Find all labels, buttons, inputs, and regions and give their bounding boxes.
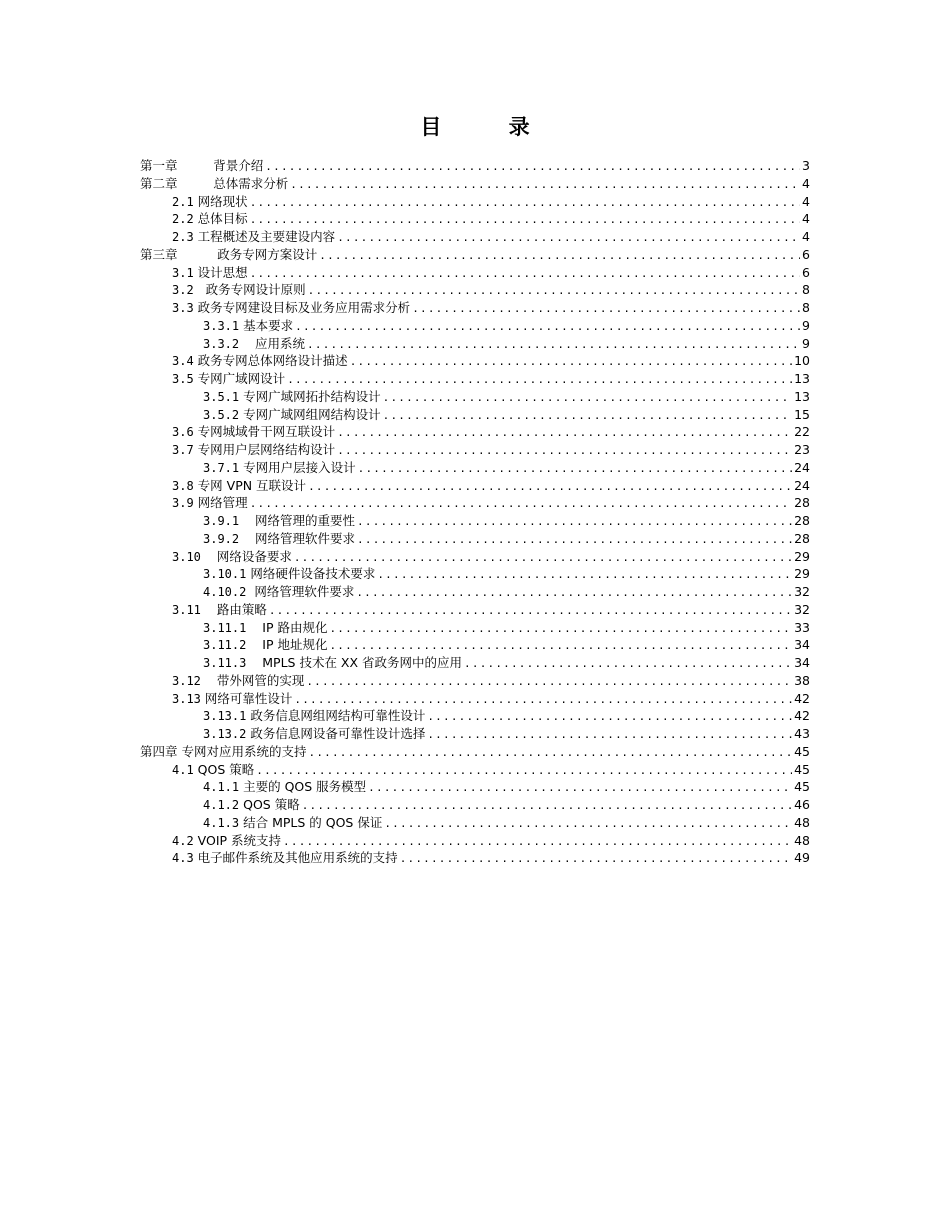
toc-dot-leader (357, 513, 792, 531)
toc-entry-title: 主要的 QOS 服务模型 (243, 779, 367, 795)
toc-entry-gap (178, 246, 218, 264)
table-of-contents (140, 157, 810, 867)
toc-entry-number: 3.5.1 (203, 389, 240, 404)
toc-entry-number: 2.1 (172, 194, 194, 209)
toc-page-number: 42 (794, 708, 810, 724)
toc-entry-title: 专网广域网组网结构设计 (243, 406, 381, 422)
toc-entry-title: 工程概述及主要建设内容 (197, 229, 336, 244)
toc-entry-number: 3.12 (172, 673, 201, 688)
toc-page-number: 3 (802, 158, 810, 173)
toc-page-number: 8 (802, 282, 810, 298)
toc-dot-leader (290, 176, 800, 194)
toc-entry[interactable] (140, 512, 810, 530)
toc-entry-title: 基本要求 (243, 317, 294, 333)
toc-page-number: 45 (794, 743, 810, 759)
toc-entry-title: 应用系统 (255, 335, 306, 351)
toc-page-number: 4 (802, 211, 810, 227)
toc-page-number: 4 (802, 193, 810, 209)
toc-page-number: 10 (794, 353, 810, 369)
toc-entry[interactable] (140, 193, 810, 211)
toc-entry-title: 专网用户层接入设计 (243, 459, 356, 475)
toc-entry[interactable] (140, 281, 810, 299)
toc-page-number: 15 (794, 406, 810, 422)
toc-dot-leader (329, 620, 792, 638)
toc-dot-leader (295, 318, 800, 336)
toc-page-number: 8 (802, 300, 810, 315)
toc-entry-gap (201, 672, 217, 690)
toc-page-number: 9 (802, 335, 810, 351)
toc-page-number: 32 (794, 601, 810, 617)
toc-page-number: 23 (794, 442, 810, 457)
toc-entry[interactable] (140, 157, 810, 175)
toc-entry[interactable] (140, 299, 810, 317)
toc-entry-gap (246, 636, 262, 654)
toc-dot-leader (283, 833, 792, 851)
toc-page-number: 29 (794, 566, 810, 582)
toc-entry-number: 3.7.1 (203, 460, 240, 475)
toc-entry-number: 2.3 (172, 230, 194, 244)
toc-entry-number: 3.10 (172, 549, 201, 564)
toc-entry-number: 4.10.2 (203, 585, 247, 599)
toc-dot-leader (427, 726, 792, 744)
toc-entry-number: 3.8 (172, 478, 194, 493)
toc-page-number: 28 (794, 495, 810, 511)
toc-dot-leader (377, 566, 792, 584)
toc-page-number: 42 (794, 690, 810, 706)
toc-dot-leader (383, 389, 792, 407)
toc-entry-number: 3.3.2 (203, 336, 240, 351)
toc-entry-gap (239, 335, 255, 353)
toc-entry[interactable] (140, 849, 810, 867)
toc-page-number: 6 (802, 264, 810, 280)
toc-dot-leader (368, 779, 792, 797)
toc-dot-leader (250, 194, 800, 212)
toc-entry-number: 3.3 (172, 301, 194, 315)
toc-entry[interactable] (140, 672, 810, 690)
toc-entry-number: 4.1 (172, 762, 194, 777)
toc-dot-leader (358, 460, 792, 478)
toc-entry-number: 3.1 (172, 265, 194, 280)
toc-dot-leader (337, 442, 792, 460)
page-title: 目 录 (420, 115, 560, 139)
toc-dot-leader (306, 673, 792, 691)
toc-entry-number: 第一章 (140, 158, 178, 173)
toc-page-number: 45 (794, 779, 810, 795)
toc-entry[interactable] (140, 636, 810, 654)
toc-entry[interactable] (140, 583, 810, 601)
toc-entry-title: 网络现状 (197, 193, 248, 209)
toc-entry-gap (246, 583, 254, 601)
toc-entry-number: 3.9.1 (203, 514, 240, 528)
toc-entry-number: 3.10.1 (203, 567, 247, 582)
toc-entry-gap (239, 530, 255, 548)
toc-page-number: 45 (794, 761, 810, 777)
toc-page-number: 13 (794, 388, 810, 404)
toc-entry[interactable] (140, 565, 810, 583)
toc-entry-number: 4.1.3 (203, 815, 240, 830)
toc-entry-gap (194, 281, 206, 299)
toc-entry[interactable] (140, 441, 810, 459)
toc-page-number: 34 (794, 655, 810, 670)
toc-entry[interactable] (140, 335, 810, 353)
toc-entry-number: 4.1.2 (203, 798, 240, 812)
toc-dot-leader (308, 282, 800, 300)
toc-entry[interactable] (140, 477, 810, 495)
toc-entry-gap (246, 654, 262, 672)
toc-entry[interactable] (140, 423, 810, 441)
toc-page-number: 6 (802, 246, 810, 262)
toc-entry-number: 第三章 (140, 246, 178, 262)
toc-entry[interactable] (140, 690, 810, 708)
toc-entry-gap (246, 619, 262, 637)
toc-entry-title: 专网城域骨干网互联设计 (197, 424, 336, 440)
toc-page-number: 24 (794, 477, 810, 493)
toc-dot-leader (337, 229, 800, 247)
toc-entry-title: MPLS 技术在 XX 省政务网中的应用 (262, 655, 463, 670)
toc-entry-title: 政务专网方案设计 (217, 246, 318, 262)
toc-entry-number: 3.5.2 (203, 407, 240, 422)
toc-entry-number: 3.13.2 (203, 727, 247, 741)
toc-dot-leader (256, 762, 792, 780)
toc-page-number: 49 (794, 850, 810, 866)
toc-entry-title: QOS 策略 (243, 797, 300, 812)
toc-dot-leader (294, 549, 792, 567)
toc-dot-leader (383, 407, 792, 425)
toc-dot-leader (337, 424, 792, 442)
toc-entry-title: 政务信息网设备可靠性设计选择 (250, 726, 426, 741)
toc-entry[interactable] (140, 778, 810, 796)
toc-entry-gap (201, 548, 217, 566)
toc-entry[interactable] (140, 370, 810, 388)
toc-entry-number: 3.9 (172, 496, 194, 511)
toc-entry-gap (239, 512, 255, 530)
toc-dot-leader (294, 691, 792, 709)
toc-entry-title: 结合 MPLS 的 QOS 保证 (243, 814, 383, 830)
toc-entry-title: 专网 VPN 互联设计 (197, 477, 307, 493)
toc-dot-leader (356, 584, 792, 602)
toc-entry-number: 第四章 (140, 743, 178, 759)
toc-entry-title: 路由策略 (216, 601, 267, 617)
toc-entry-number: 3.11 (172, 602, 201, 617)
toc-entry-number: 3.11.1 (203, 620, 247, 635)
toc-entry-title: 网络设备要求 (216, 548, 292, 564)
toc-page-number: 28 (794, 513, 810, 528)
toc-entry[interactable] (140, 761, 810, 779)
toc-page-number: 13 (794, 371, 810, 386)
toc-entry-gap (178, 157, 214, 175)
toc-page-number: 46 (794, 797, 810, 812)
toc-page-number: 29 (794, 548, 810, 564)
toc-entry-title: 网络管理 (197, 495, 248, 511)
toc-entry-number: 3.3.1 (203, 318, 240, 333)
toc-entry-title: 背景介绍 (213, 158, 264, 173)
toc-entry-number: 2.2 (172, 212, 194, 227)
toc-entry-number: 3.5 (172, 372, 194, 386)
toc-entry-title: 网络可靠性设计 (204, 690, 293, 706)
toc-entry[interactable] (140, 619, 810, 637)
toc-entry-title: 专网对应用系统的支持 (181, 743, 307, 759)
toc-entry-title: 政务专网建设目标及业务应用需求分析 (197, 300, 411, 315)
toc-entry[interactable] (140, 796, 810, 814)
toc-page-number: 34 (794, 637, 810, 653)
toc-entry-title: 设计思想 (197, 264, 248, 280)
toc-page-number: 48 (794, 814, 810, 830)
toc-entry-number: 3.13 (172, 691, 201, 706)
toc-dot-leader (412, 300, 800, 318)
toc-page-number: 32 (794, 584, 810, 599)
toc-entry[interactable] (140, 246, 810, 264)
toc-entry[interactable] (140, 743, 810, 761)
toc-entry[interactable] (140, 210, 810, 228)
toc-entry-title: 电子邮件系统及其他应用系统的支持 (197, 850, 398, 866)
toc-entry-title: IP 地址规化 (262, 637, 328, 653)
toc-dot-leader (357, 531, 792, 549)
toc-entry[interactable] (140, 317, 810, 335)
toc-dot-leader (464, 655, 792, 673)
toc-dot-leader (302, 797, 792, 815)
toc-entry[interactable] (140, 548, 810, 566)
toc-page-number: 24 (794, 459, 810, 475)
toc-entry-number: 4.2 (172, 833, 194, 848)
toc-entry-number: 3.9.2 (203, 531, 240, 546)
toc-entry-number: 第二章 (140, 175, 178, 191)
toc-page-number: 9 (802, 317, 810, 333)
toc-entry-gap (178, 175, 214, 193)
toc-entry[interactable] (140, 832, 810, 850)
toc-entry-number: 3.11.2 (203, 638, 247, 653)
toc-entry[interactable] (140, 530, 810, 548)
toc-entry[interactable] (140, 406, 810, 424)
toc-dot-leader (250, 495, 792, 513)
toc-entry-number: 3.2 (172, 283, 194, 298)
toc-entry-number: 3.6 (172, 425, 194, 440)
toc-dot-leader (350, 353, 792, 371)
toc-dot-leader (427, 708, 792, 726)
toc-entry[interactable] (140, 459, 810, 477)
toc-entry-title: 网络硬件设备技术要求 (250, 566, 376, 582)
toc-entry-number: 3.7 (172, 443, 194, 457)
toc-page-number: 33 (794, 619, 810, 635)
toc-page-number: 4 (802, 229, 810, 244)
toc-entry-title: 总体需求分析 (213, 175, 289, 191)
toc-entry[interactable] (140, 725, 810, 743)
toc-entry-number: 4.3 (172, 851, 194, 866)
toc-dot-leader (400, 850, 792, 868)
toc-entry-title: 网络管理的重要性 (255, 513, 356, 528)
toc-dot-leader (265, 158, 800, 176)
toc-entry-title: QOS 策略 (197, 761, 255, 777)
toc-entry-title: 专网广域网设计 (197, 371, 286, 386)
toc-page-number: 38 (794, 672, 810, 688)
toc-dot-leader (250, 211, 800, 229)
toc-dot-leader (308, 478, 792, 496)
toc-entry[interactable] (140, 264, 810, 282)
toc-entry[interactable] (140, 175, 810, 193)
toc-page-number: 4 (802, 175, 810, 191)
toc-entry-title: VOIP 系统支持 (197, 832, 282, 848)
toc-entry[interactable] (140, 654, 810, 672)
toc-entry-title: 政务专网总体网络设计描述 (197, 353, 348, 369)
toc-entry-title: 网络管理软件要求 (255, 530, 356, 546)
toc-entry-title: IP 路由规化 (262, 619, 328, 635)
toc-entry-gap (201, 601, 217, 619)
toc-entry[interactable] (140, 352, 810, 370)
toc-entry-number: 3.11.3 (203, 656, 247, 670)
toc-entry-title: 网络管理软件要求 (254, 584, 355, 599)
toc-dot-leader (269, 602, 792, 620)
toc-page-number: 48 (794, 832, 810, 848)
toc-entry[interactable] (140, 388, 810, 406)
toc-entry[interactable] (140, 814, 810, 832)
toc-entry-number: 3.13.1 (203, 709, 247, 724)
toc-entry[interactable] (140, 707, 810, 725)
toc-dot-leader (307, 336, 800, 354)
toc-entry-title: 带外网管的实现 (216, 672, 305, 688)
toc-page-number: 22 (794, 424, 810, 440)
toc-entry-number: 4.1.1 (203, 780, 240, 795)
toc-entry-number: 3.4 (172, 354, 194, 369)
toc-entry-title: 专网广域网拓扑结构设计 (243, 388, 381, 404)
toc-dot-leader (250, 265, 800, 283)
toc-page-number: 43 (794, 726, 810, 741)
toc-dot-leader (329, 637, 792, 655)
toc-dot-leader (287, 371, 792, 389)
toc-entry[interactable] (140, 228, 810, 246)
toc-dot-leader (384, 815, 792, 833)
toc-entry-title: 专网用户层网络结构设计 (197, 442, 336, 457)
toc-entry-title: 政务专网设计原则 (205, 282, 306, 298)
toc-entry-title: 总体目标 (197, 211, 248, 227)
toc-entry-title: 政务信息网组网结构可靠性设计 (250, 708, 426, 724)
toc-page-number: 28 (794, 530, 810, 546)
toc-entry[interactable] (140, 494, 810, 512)
toc-dot-leader (319, 247, 800, 265)
toc-entry[interactable] (140, 601, 810, 619)
toc-dot-leader (309, 744, 793, 762)
